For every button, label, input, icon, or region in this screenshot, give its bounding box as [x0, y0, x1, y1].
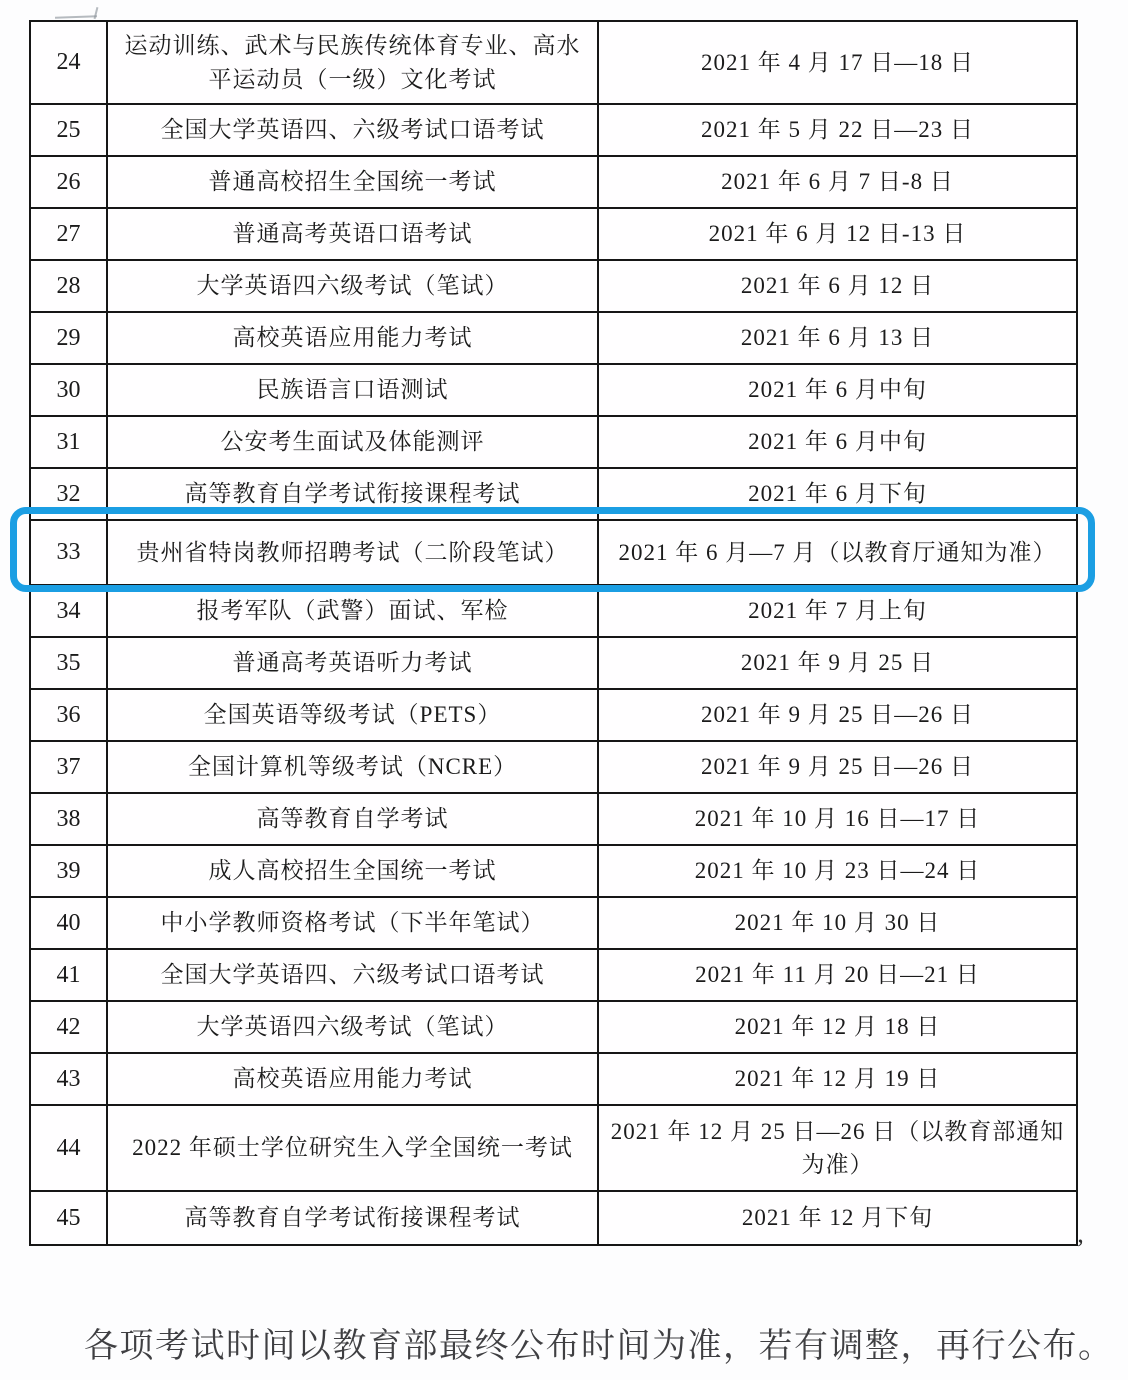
exam-date: 2021 年 6 月下旬: [748, 481, 927, 507]
table-row: [31, 1192, 1076, 1244]
table-row: [31, 521, 1076, 586]
table-row: [31, 950, 1076, 1002]
exam-date: 2021 年 12 月 18 日: [734, 1014, 941, 1040]
exam-name: 全国大学英语四、六级考试口语考试: [108, 105, 599, 155]
table-row: [31, 157, 1076, 209]
exam-name: 全国大学英语四、六级考试口语考试: [108, 950, 599, 1000]
exam-name: 普通高考英语口语考试: [108, 209, 599, 259]
row-number: 24: [31, 22, 108, 103]
table-row: [31, 417, 1076, 469]
exam-date: 2021 年 12 月下旬: [741, 1205, 934, 1231]
exam-date: 2021 年 4 月 17 日—18 日: [701, 49, 974, 75]
row-number: 39: [31, 846, 108, 896]
row-number: 42: [31, 1002, 108, 1052]
exam-name: 高校英语应用能力考试: [108, 313, 599, 363]
exam-name: 全国英语等级考试（PETS）: [108, 690, 599, 740]
exam-name: 大学英语四六级考试（笔试）: [108, 261, 599, 311]
exam-name: 高等教育自学考试衔接课程考试: [108, 469, 599, 519]
exam-date: 2021 年 9 月 25 日—26 日: [701, 754, 974, 780]
row-number: 38: [31, 794, 108, 844]
table-row: [31, 898, 1076, 950]
exam-schedule-table: [29, 20, 1078, 1246]
table-row: [31, 209, 1076, 261]
exam-date: 2021 年 6 月中旬: [748, 377, 927, 403]
row-number: 33: [31, 521, 108, 584]
row-number: 26: [31, 157, 108, 207]
table-row: [31, 742, 1076, 794]
row-number: 35: [31, 638, 108, 688]
exam-name: 贵州省特岗教师招聘考试（二阶段笔试）: [108, 521, 599, 584]
row-number: 41: [31, 950, 108, 1000]
row-number: 32: [31, 469, 108, 519]
exam-date: 2021 年 12 月 19 日: [734, 1066, 941, 1092]
row-number: 28: [31, 261, 108, 311]
exam-date: 2021 年 11 月 20 日—21 日: [695, 962, 980, 988]
exam-date: 2021 年 9 月 25 日—26 日: [701, 702, 974, 728]
exam-name: 公安考生面试及体能测评: [108, 417, 599, 467]
exam-date: 2021 年 6 月 12 日: [740, 273, 935, 299]
row-number: 34: [31, 586, 108, 636]
table-row: [31, 846, 1076, 898]
row-number: 43: [31, 1054, 108, 1104]
exam-name: 中小学教师资格考试（下半年笔试）: [108, 898, 599, 948]
exam-name: 全国计算机等级考试（NCRE）: [108, 742, 599, 792]
exam-date: 2021 年 6 月 7 日-8 日: [721, 169, 954, 195]
table-row: [31, 794, 1076, 846]
row-number: 27: [31, 209, 108, 259]
exam-name: 2022 年硕士学位研究生入学全国统一考试: [108, 1106, 599, 1190]
table-row: [31, 313, 1076, 365]
exam-name: 报考军队（武警）面试、军检: [108, 586, 599, 636]
exam-date: 2021 年 6 月中旬: [748, 429, 927, 455]
exam-name: 普通高校招生全国统一考试: [108, 157, 599, 207]
row-number: 44: [31, 1106, 108, 1190]
table-row: [31, 1106, 1076, 1192]
exam-name: 大学英语四六级考试（笔试）: [108, 1002, 599, 1052]
exam-date: 2021 年 5 月 22 日—23 日: [701, 117, 974, 143]
table-row: [31, 469, 1076, 521]
exam-name: 民族语言口语测试: [108, 365, 599, 415]
table-row: [31, 22, 1076, 105]
table-row: [31, 261, 1076, 313]
row-number: 45: [31, 1192, 108, 1244]
exam-name: 普通高考英语听力考试: [108, 638, 599, 688]
exam-date: 2021 年 6 月 13 日: [740, 325, 935, 351]
table-row: [31, 1054, 1076, 1106]
exam-date: 2021 年 12 月 25 日—26 日（以教育部通知为准）: [610, 1118, 1065, 1177]
exam-date: 2021 年 6 月—7 月（以教育厅通知为准）: [618, 539, 1057, 565]
row-number: 40: [31, 898, 108, 948]
table-row: [31, 1002, 1076, 1054]
row-number: 36: [31, 690, 108, 740]
scan-artifact-mark: ’: [1076, 1234, 1085, 1263]
footer-note: 各项考试时间以教育部最终公布时间为准，若有调整，再行公布。: [84, 1327, 1114, 1365]
exam-date: 2021 年 9 月 25 日: [740, 650, 935, 676]
exam-date: 2021 年 6 月 12 日-13 日: [708, 221, 967, 247]
row-number: 30: [31, 365, 108, 415]
row-number: 31: [31, 417, 108, 467]
exam-date: 2021 年 7 月上旬: [748, 598, 927, 624]
exam-date: 2021 年 10 月 16 日—17 日: [694, 806, 981, 832]
table-row: [31, 638, 1076, 690]
exam-name: 高校英语应用能力考试: [108, 1054, 599, 1104]
exam-date: 2021 年 10 月 23 日—24 日: [694, 858, 981, 884]
scan-artifact-line: [55, 15, 97, 18]
table-row: [31, 586, 1076, 638]
exam-name: 高等教育自学考试: [108, 794, 599, 844]
row-number: 25: [31, 105, 108, 155]
exam-name: 高等教育自学考试衔接课程考试: [108, 1192, 599, 1244]
row-number: 37: [31, 742, 108, 792]
exam-name: 成人高校招生全国统一考试: [108, 846, 599, 896]
table-row: [31, 365, 1076, 417]
exam-date: 2021 年 10 月 30 日: [734, 910, 941, 936]
table-row: [31, 105, 1076, 157]
row-number: 29: [31, 313, 108, 363]
exam-name: 运动训练、武术与民族传统体育专业、高水平运动员（一级）文化考试: [108, 22, 599, 103]
table-row: [31, 690, 1076, 742]
